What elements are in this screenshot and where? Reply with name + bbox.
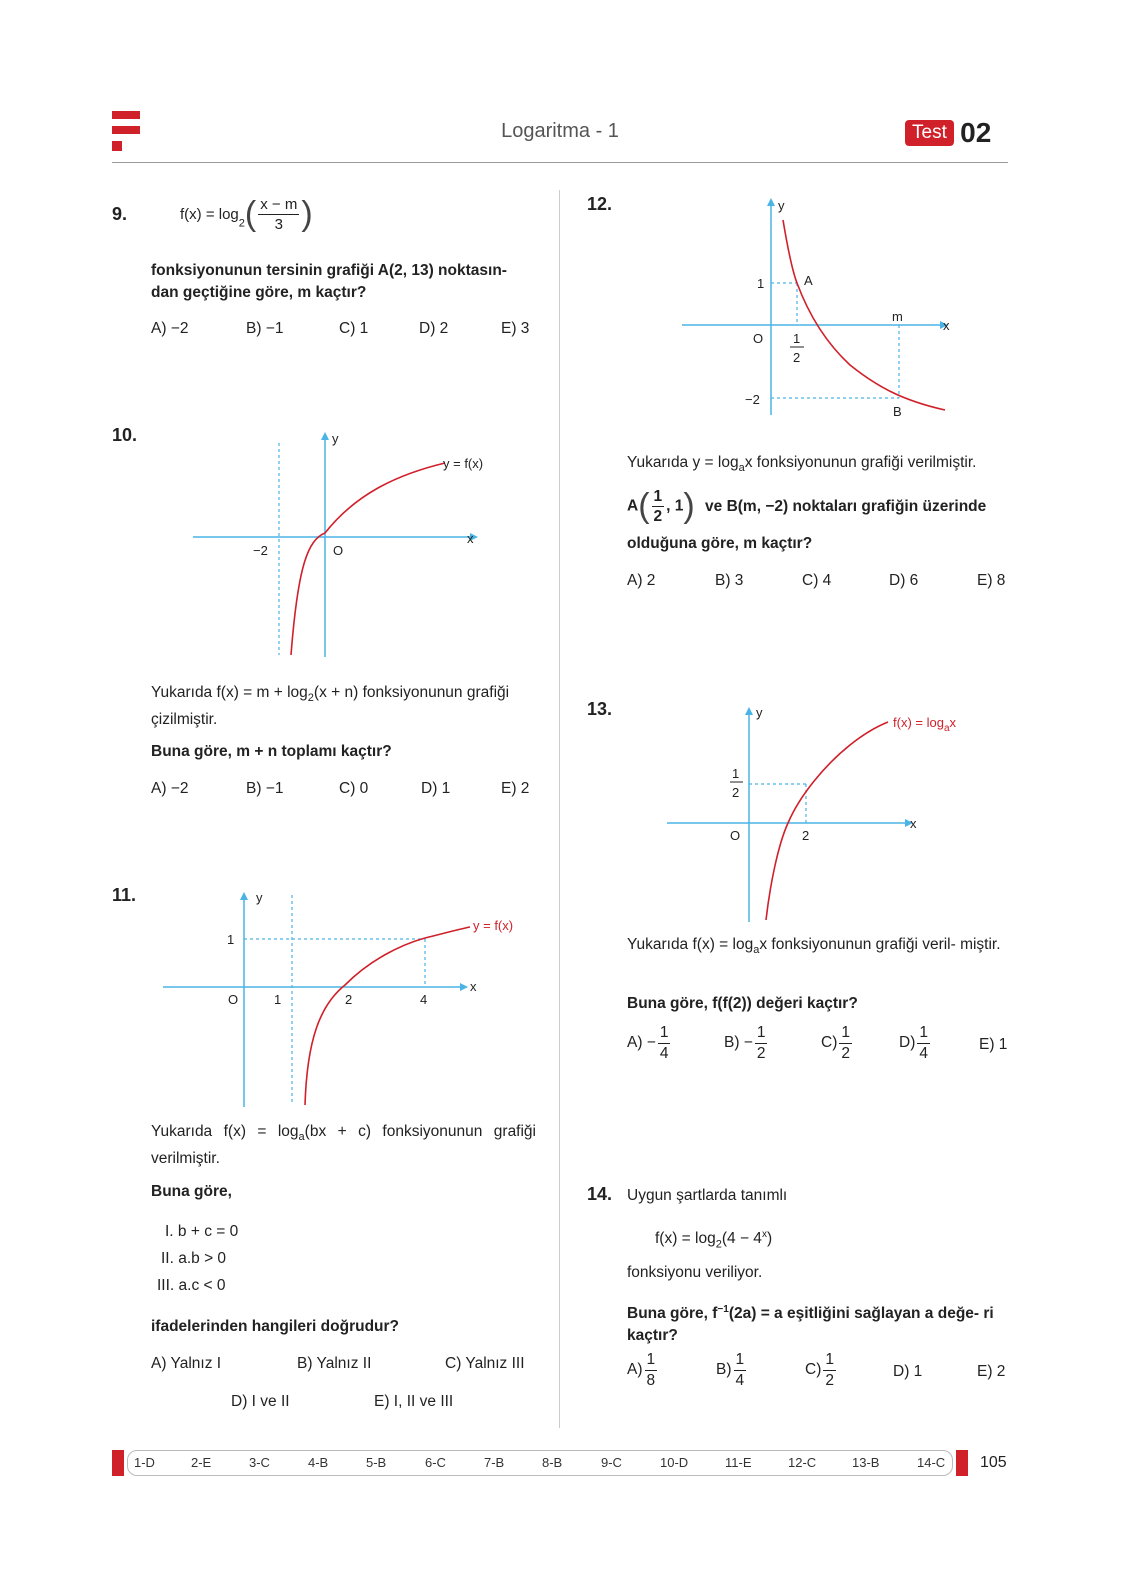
q11-y-label: y: [256, 890, 263, 905]
q9-text: fonksiyonunun tersinin grafiği A(2, 13) noktasın- dan geçtiğine göre, m kaçtır?: [151, 262, 507, 301]
q12-option-c[interactable]: C) 4: [802, 572, 832, 589]
answer-key-item: 11-E: [725, 1455, 752, 1470]
q13-graph: [660, 695, 990, 930]
answer-key-right-marker: [956, 1450, 968, 1476]
q11-option-c[interactable]: C) Yalnız III: [445, 1355, 525, 1372]
answer-key-item: 1-D: [134, 1455, 155, 1470]
q11-lead: Buna göre,: [151, 1183, 232, 1200]
q10-graph: [180, 425, 510, 660]
q11-question: ifadelerinden hangileri doğrudur?: [151, 1318, 400, 1335]
q9-option-c[interactable]: C) 1: [339, 320, 369, 337]
q13-origin-label: O: [730, 828, 741, 843]
q14-option-b[interactable]: B) $\frac{1}{4}$: [716, 1351, 745, 1389]
q10-question: Buna göre, m + n toplamı kaçtır?: [151, 743, 392, 760]
answer-key: [127, 1450, 953, 1476]
q10-x-label: x: [467, 531, 474, 546]
q9-formula: $f(x) = \log_2$( $\frac{x - m}{3}$ ): [180, 195, 313, 233]
answer-key-left-marker: [112, 1450, 124, 1476]
answer-key-item: 14-C: [917, 1455, 946, 1470]
q12-origin-label: O: [753, 331, 764, 346]
q14-formula: $f(x) = \log_2(4 - 4^x)$: [655, 1229, 773, 1251]
answer-key-item: 2-E: [191, 1455, 212, 1470]
q11-options: [151, 1355, 536, 1415]
q14-intro: Uygun şartlarda tanımlı: [627, 1187, 788, 1204]
q12-option-e[interactable]: E) 8: [977, 572, 1006, 589]
q10-option-e[interactable]: E) 2: [501, 780, 530, 797]
q12-point-b-label: B: [893, 404, 902, 419]
q13-y-label: y: [756, 705, 763, 720]
q9-option-e[interactable]: E) 3: [501, 320, 530, 337]
q12-neg2-label: −2: [745, 392, 760, 407]
q13-option-b[interactable]: B) − $\frac{1}{2}$: [724, 1024, 766, 1062]
q14-number: 14.: [587, 1184, 613, 1204]
q12-half-num: 1: [793, 331, 801, 346]
q13-text: Yukarıda $f(x) = \log_ax$ fonksiyonunun grafiği veril- miştir.: [627, 936, 1001, 957]
q13-half-num: 1: [732, 766, 740, 781]
q10-number: 10.: [112, 425, 138, 445]
q13-options: [627, 1025, 1012, 1070]
q12-number: 12.: [587, 194, 613, 214]
q11-items: [155, 1218, 238, 1299]
q12-option-b[interactable]: B) 3: [715, 572, 744, 589]
q11-option-d[interactable]: D) I ve II: [231, 1393, 290, 1410]
q12-half-den: 2: [793, 350, 801, 365]
q11-x4-label: 4: [420, 992, 428, 1007]
q11-origin-label: O: [228, 992, 239, 1007]
q9-number: 9.: [112, 204, 128, 224]
header-rule: [112, 162, 1008, 163]
q14-option-d[interactable]: D) 1: [893, 1363, 923, 1380]
answer-key-item: 10-D: [660, 1455, 689, 1470]
q13-number: 13.: [587, 699, 613, 719]
q11-item-3: III. a.c < 0: [157, 1277, 226, 1294]
test-badge: [905, 117, 991, 149]
q10-curve-label: y = f(x): [443, 456, 484, 471]
test-number: 02: [960, 117, 992, 148]
answer-key-item: 9-C: [601, 1455, 622, 1470]
page-number: 105: [980, 1454, 1007, 1471]
q14-option-e[interactable]: E) 2: [977, 1363, 1006, 1380]
q9-option-b[interactable]: B) −1: [246, 320, 284, 337]
q11-option-e[interactable]: E) I, II ve III: [374, 1393, 454, 1410]
answer-key-item: 3-C: [249, 1455, 270, 1470]
q12-y1-label: 1: [757, 276, 765, 291]
q12-points: A( $\frac{1}{2}$ , 1) ve B(m, −2) noktaları grafiğin üzerinde: [627, 487, 987, 525]
q11-text: Yukarıda $f(x) = \log_a(bx + c)$ fonksiyonunun grafiği verilmiştir.: [151, 1123, 537, 1168]
q13-option-a[interactable]: A) − $\frac{1}{4}$: [627, 1024, 669, 1062]
q11-option-b[interactable]: B) Yalnız II: [297, 1355, 372, 1372]
q12-m-label: m: [892, 309, 903, 324]
page-title: Logaritma - 1: [501, 120, 619, 142]
answer-key-item: 5-B: [366, 1455, 387, 1470]
q14-option-a[interactable]: A) $\frac{1}{8}$: [627, 1351, 656, 1389]
q13-option-d[interactable]: D) $\frac{1}{4}$: [899, 1024, 928, 1062]
answer-key-item: 13-B: [852, 1455, 880, 1470]
q12-point-a-label: A: [804, 273, 813, 288]
q11-option-a[interactable]: A) Yalnız I: [151, 1355, 222, 1372]
q11-graph: [155, 880, 535, 1110]
q9-option-a[interactable]: A) −2: [151, 320, 189, 337]
answer-key-item: 8-B: [542, 1455, 563, 1470]
q13-curve-label: $f(x) = \log_ax$: [893, 715, 956, 734]
q11-item-1: I. b + c = 0: [165, 1223, 239, 1240]
q13-half-den: 2: [732, 785, 740, 800]
q14-options: [627, 1352, 1012, 1397]
answer-key-item: 4-B: [308, 1455, 329, 1470]
column-divider: [559, 190, 560, 1428]
q13-option-e[interactable]: E) 1: [979, 1036, 1008, 1053]
q11-number: 11.: [112, 885, 137, 905]
q13-x-label: x: [910, 816, 917, 831]
q13-question: Buna göre, f(f(2)) değeri kaçtır?: [627, 995, 858, 1012]
q12-question: olduğuna göre, m kaçtır?: [627, 535, 813, 552]
q10-option-d[interactable]: D) 1: [421, 780, 451, 797]
q12-option-a[interactable]: A) 2: [627, 572, 656, 589]
q14-text: fonksiyonu veriliyor.: [627, 1264, 763, 1281]
brand-logo: [112, 111, 142, 153]
q11-curve-label: y = f(x): [473, 918, 514, 933]
q10-options: [151, 780, 536, 802]
q12-text: Yukarıda $y = \log_ax$ fonksiyonunun grafiği verilmiştir.: [627, 454, 977, 475]
q10-option-c[interactable]: C) 0: [339, 780, 369, 797]
q10-neg2-label: −2: [253, 543, 268, 558]
q12-x-label: x: [943, 318, 950, 333]
q12-option-d[interactable]: D) 6: [889, 572, 919, 589]
q10-y-label: y: [332, 431, 339, 446]
test-label: Test: [905, 120, 954, 146]
answer-key-item: 12-C: [788, 1455, 817, 1470]
q12-y-label: y: [778, 198, 785, 213]
q11-x-label: x: [470, 979, 477, 994]
q14-option-c[interactable]: C) $\frac{1}{2}$: [805, 1351, 834, 1389]
q10-text: Yukarıda $f(x) = m + \log_2(x + n)$ fonksiyonunun grafiği çizilmiştir.: [151, 684, 510, 729]
answer-key-item: 6-C: [425, 1455, 446, 1470]
q11-x2-label: 2: [345, 992, 353, 1007]
q11-y1-label: 1: [227, 932, 235, 947]
q11-item-2: II. a.b > 0: [161, 1250, 227, 1267]
q13-option-c[interactable]: C) $\frac{1}{2}$: [821, 1024, 850, 1062]
answer-key-item: 7-B: [484, 1455, 505, 1470]
q9-options: [151, 320, 536, 342]
q14-question: Buna göre, $f^{-1}(2a) = a$ eşitliğini sağlayan a değe- ri kaçtır?: [627, 1304, 994, 1345]
q10-option-a[interactable]: A) −2: [151, 780, 189, 797]
q12-options: [627, 572, 1012, 594]
q13-x2-label: 2: [802, 828, 810, 843]
q12-graph: [675, 190, 975, 430]
q10-origin-label: O: [333, 543, 344, 558]
q9-option-d[interactable]: D) 2: [419, 320, 449, 337]
q10-option-b[interactable]: B) −1: [246, 780, 284, 797]
q11-x1-label: 1: [274, 992, 282, 1007]
